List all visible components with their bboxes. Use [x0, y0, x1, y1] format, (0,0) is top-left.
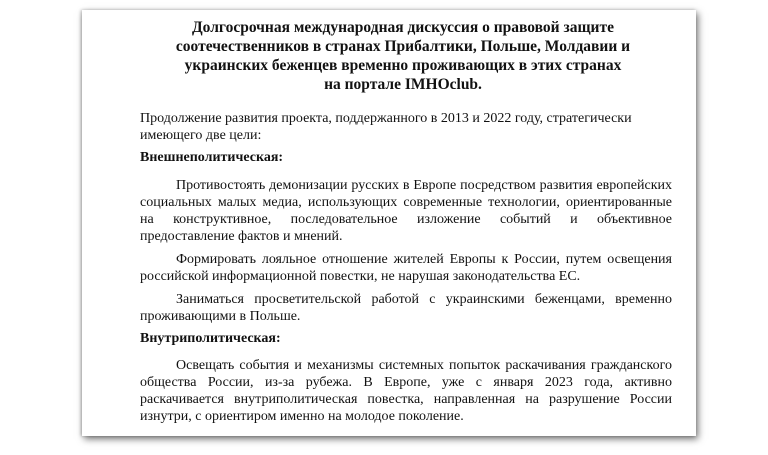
title-line: соотечественников в странах Прибалтики, Польше, Молдавии и	[175, 38, 631, 55]
document-title	[140, 18, 672, 94]
body-paragraph: Освещать события и механизмы системных попыток раскачивания гражданского общества России, из-за рубежа. В Европе, уже с января 2023 года, активно раскачивается внутриполитическая повестка, направленная на разрушение России изнутри, с ориентиром именно на молодое поколение.	[140, 358, 672, 424]
section-heading-domestic-policy: Внутриполитическая:	[140, 331, 281, 346]
section-heading-foreign-policy: Внешнеполитическая:	[140, 150, 284, 165]
title-line: на портале IMHOclub.	[324, 76, 482, 93]
intro-paragraph: Продолжение развития проекта, поддержанного в 2013 и 2022 году, стратегически имеющего две цели:	[140, 111, 632, 143]
document-page	[82, 10, 696, 436]
body-paragraph: Противостоять демонизации русских в Европе посредством развития европейских социальных малых медиа, использующих современные технологии, ориентированные на конструктивное, последовательное изложение событий и объективное предоставление фактов и мнений.	[140, 178, 672, 244]
body-paragraph: Формировать лояльное отношение жителей Европы к России, путем освещения российской информационной повестки, не нарушая законодательства ЕС.	[140, 252, 672, 284]
body-paragraph: Заниматься просветительской работой с украинскими беженцами, временно проживающими в Польше.	[140, 292, 672, 324]
title-line: украинских беженцев временно проживающих в этих странах	[184, 57, 622, 74]
title-line: Долгосрочная международная дискуссия о правовой защите	[192, 19, 614, 36]
